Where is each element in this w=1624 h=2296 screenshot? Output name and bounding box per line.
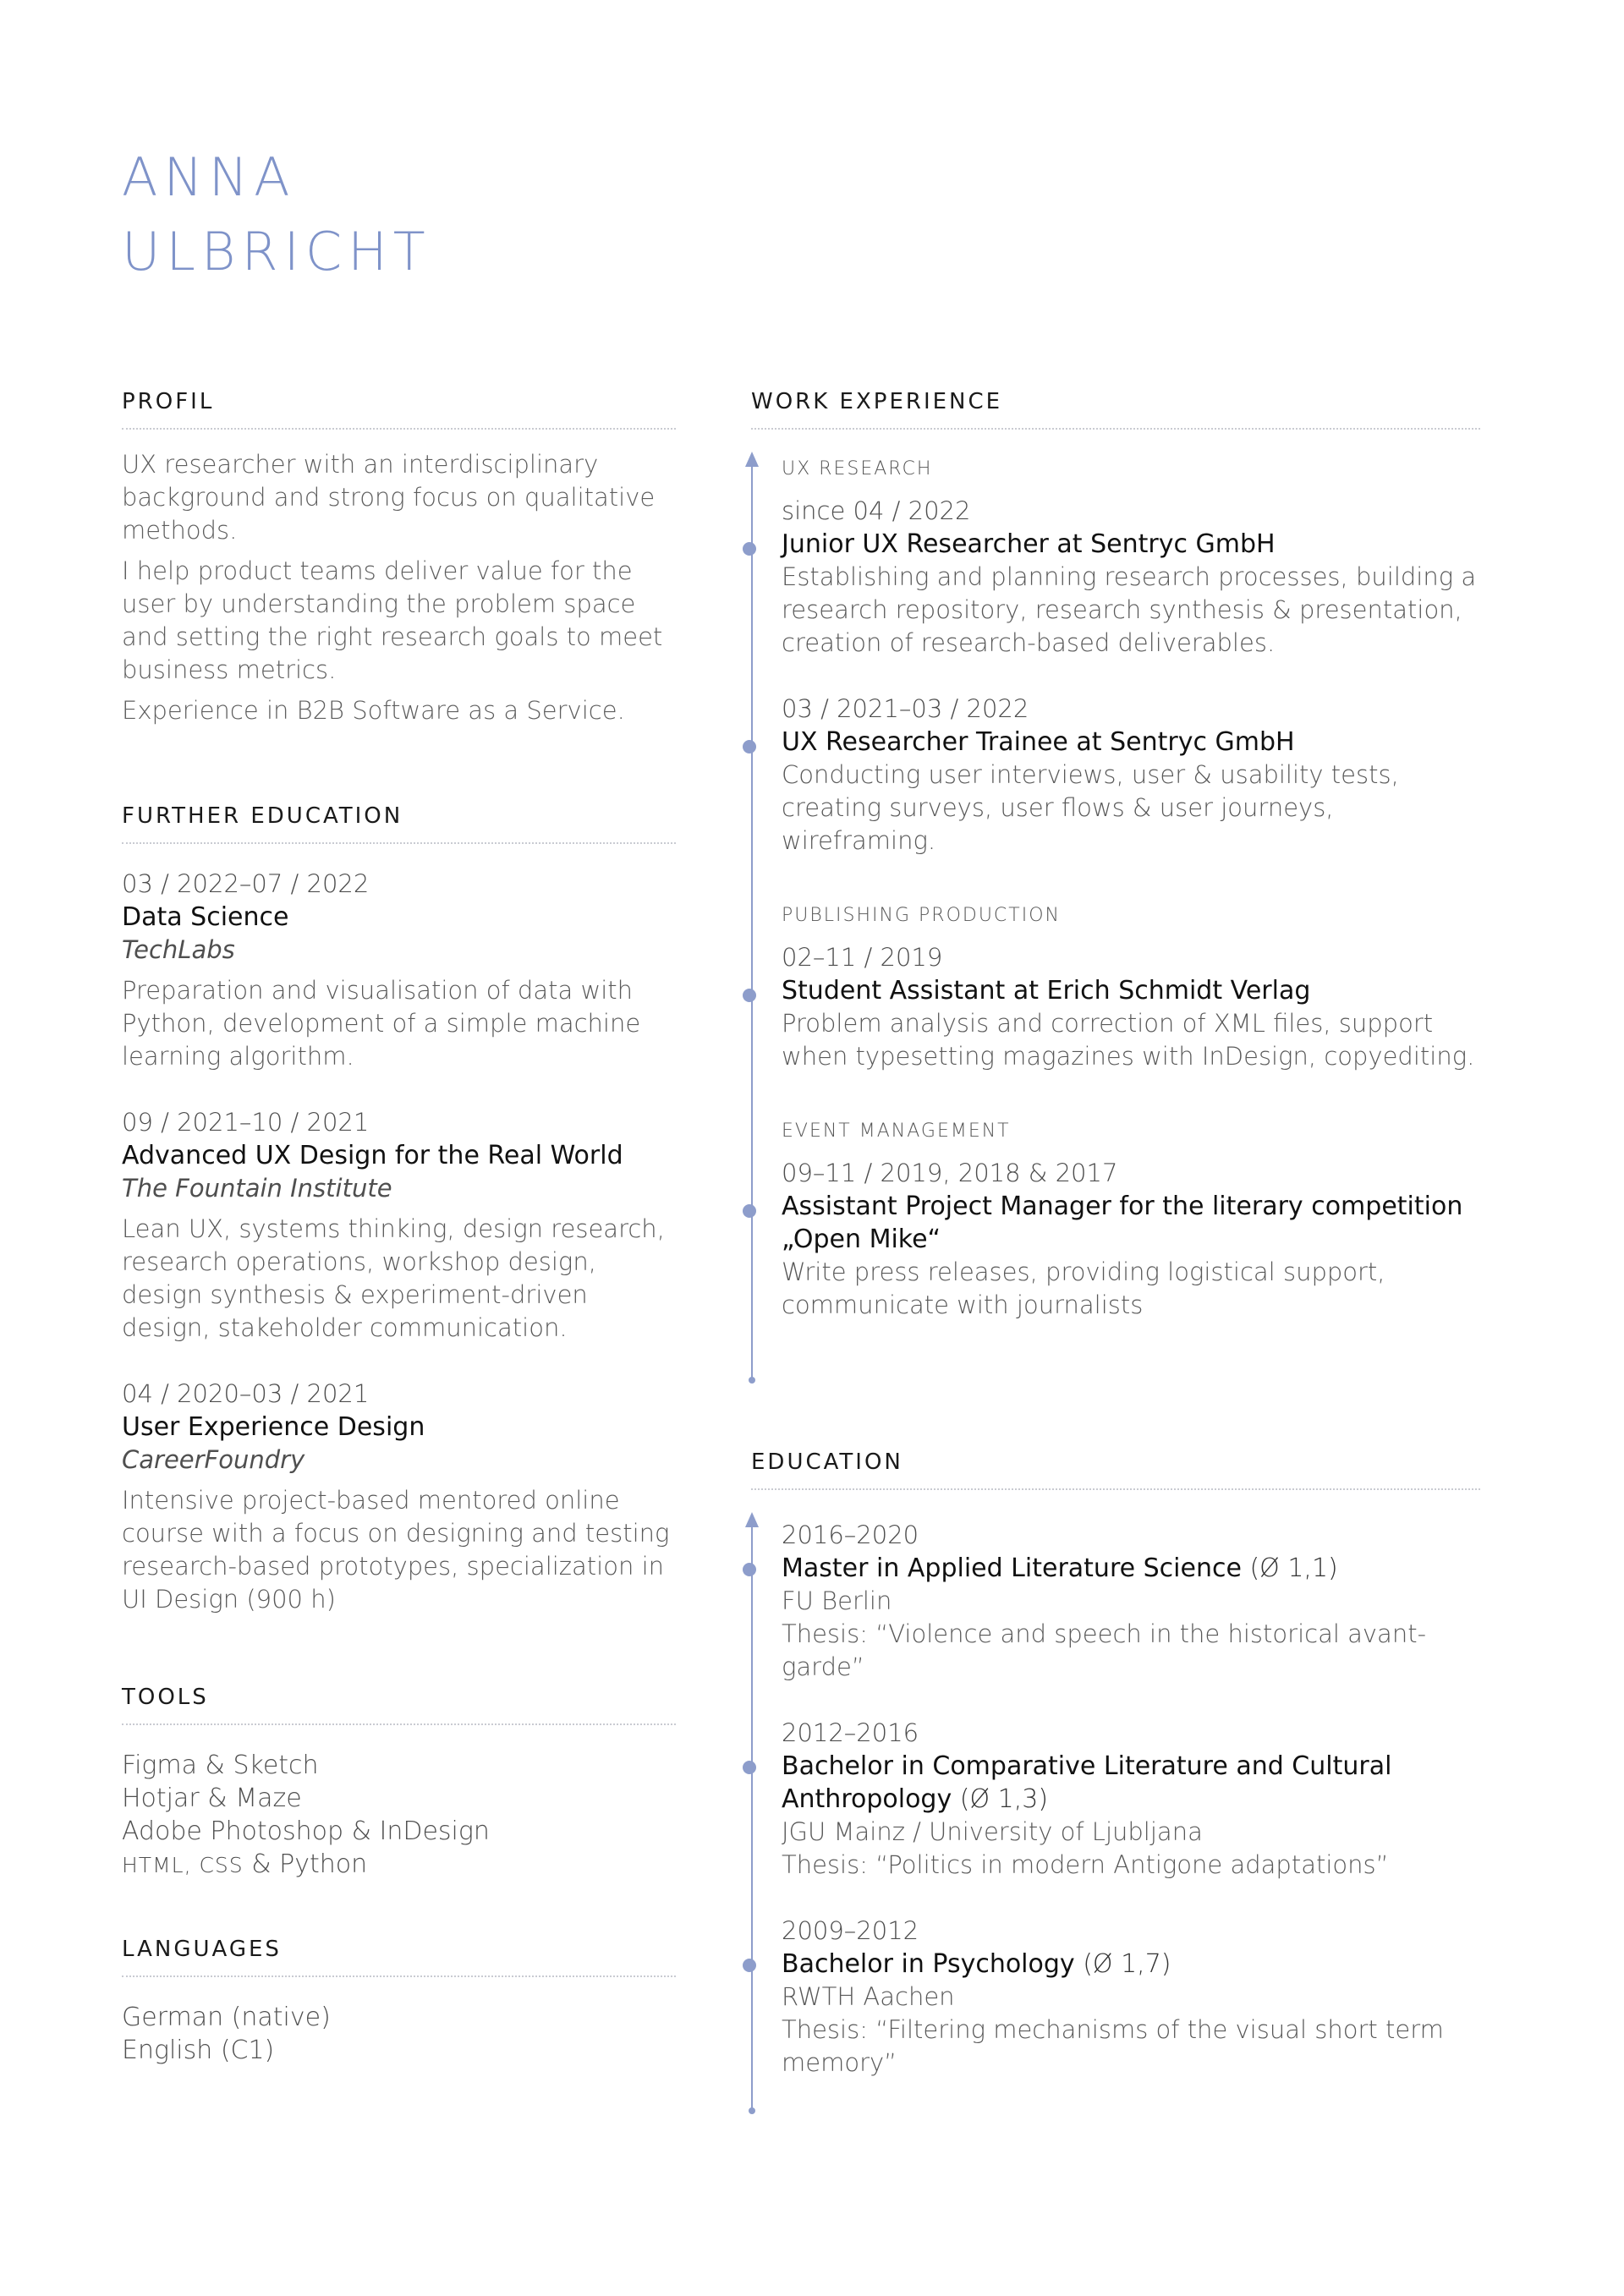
entry-date: 02–11 / 2019	[782, 943, 943, 972]
profile-paragraph: Experience in B2B Software as a Service.	[122, 696, 625, 725]
timeline-line	[751, 458, 753, 1380]
degree-grade: (Ø 1,3)	[959, 1784, 1049, 1814]
entry-date: 09 / 2021–10 / 2021	[122, 1108, 370, 1137]
tool-abbr: HTML, CSS	[122, 1853, 244, 1877]
profile-heading: PROFIL	[122, 389, 676, 430]
timeline-dot-icon	[743, 1204, 756, 1218]
work-experience-heading: WORK EXPERIENCE	[751, 389, 1480, 430]
entry-title: Assistant Project Manager for the literary competition „Open Mike“	[782, 1192, 1463, 1254]
timeline-dot-icon	[743, 1761, 756, 1774]
work-experience-section	[751, 389, 1480, 1322]
work-category: EVENT MANAGEMENT	[782, 1121, 1011, 1142]
entry-institution: RWTH Aachen	[782, 1982, 955, 2011]
degree-title: Bachelor in Psychology	[782, 1949, 1075, 1979]
work-entry	[782, 495, 1480, 660]
further-education-entry	[122, 1106, 676, 1345]
entry-description: Establishing and planning research processes, building a research repository, research synthesis & presentation, creation of research-based deliverables.	[782, 562, 1477, 657]
degree-grade: (Ø 1,1)	[1249, 1553, 1338, 1583]
entry-description: Conducting user interviews, user & usability tests, creating surveys, user flows & user journeys, wireframing.	[782, 760, 1399, 855]
entry-date: 2012–2016	[782, 1718, 919, 1747]
timeline-line	[751, 1519, 753, 2111]
tools-heading: TOOLS	[122, 1685, 676, 1725]
education-heading: EDUCATION	[751, 1449, 1480, 1490]
entry-title: Student Assistant at Erich Schmidt Verlag	[782, 976, 1311, 1006]
entry-title	[782, 1750, 1480, 1816]
entry-date: 03 / 2022–07 / 2022	[122, 869, 370, 898]
work-category: UX RESEARCH	[782, 458, 933, 479]
education-entry	[782, 1519, 1480, 1684]
tool-item	[122, 1848, 676, 1882]
timeline-dot-icon	[743, 1959, 756, 1972]
timeline-end-dot	[749, 2107, 755, 2114]
work-entry	[782, 941, 1480, 1073]
entry-date: 09–11 / 2019, 2018 & 2017	[782, 1159, 1118, 1187]
entry-description: Problem analysis and correction of XML files, support when typesetting magazines with InDesign, copyediting.	[782, 1009, 1475, 1071]
degree-grade: (Ø 1,7)	[1083, 1949, 1171, 1979]
further-education-section	[122, 803, 676, 1649]
entry-description: Intensive project-based mentored online course with a focus on designing and testing research-based prototypes, specialization in UI Design (900 h)	[122, 1486, 670, 1614]
work-entry	[782, 1157, 1480, 1322]
first-name: ANNA	[122, 146, 296, 208]
timeline-arrow-icon	[745, 1512, 759, 1527]
work-category: PUBLISHING PRODUCTION	[782, 905, 1061, 926]
tool-item: Hotjar & Maze	[122, 1784, 302, 1813]
entry-description: Write press releases, providing logistical support, communicate with journalists	[782, 1258, 1385, 1319]
tool-rest: & Python	[243, 1849, 368, 1879]
entry-title: User Experience Design	[122, 1412, 425, 1442]
profile-section	[122, 389, 676, 735]
further-education-entry	[122, 1378, 676, 1616]
entry-date: 04 / 2020–03 / 2021	[122, 1379, 370, 1408]
entry-date: since 04 / 2022	[782, 496, 971, 525]
last-name: ULBRICHT	[122, 221, 431, 282]
entry-date: 2009–2012	[782, 1916, 919, 1945]
entry-thesis: Thesis: “Filtering mechanisms of the visual short term memory”	[782, 2015, 1444, 2077]
entry-date: 03 / 2021–03 / 2022	[782, 694, 1029, 723]
degree-title: Master in Applied Literature Science	[782, 1553, 1242, 1583]
entry-thesis: Thesis: “Politics in modern Antigone adaptations”	[782, 1850, 1389, 1879]
further-education-heading: FURTHER EDUCATION	[122, 803, 676, 844]
education-entry	[782, 1915, 1480, 2080]
entry-title	[782, 1948, 1480, 1981]
timeline-end-dot	[749, 1377, 755, 1384]
degree-title: Bachelor in Comparative Literature and Cultural Anthropology	[782, 1751, 1392, 1814]
language-item: English (C1)	[122, 2036, 275, 2065]
further-education-entry	[122, 868, 676, 1073]
entry-description: Lean UX, systems thinking, design research, research operations, workshop design, design synthesis & experiment-driven design, stakeholder communication.	[122, 1214, 665, 1342]
entry-title: Data Science	[122, 902, 289, 932]
tool-item: Adobe Photoshop & InDesign	[122, 1817, 490, 1846]
timeline-dot-icon	[743, 542, 756, 556]
entry-institution: JGU Mainz / University of Ljubljana	[782, 1817, 1203, 1846]
person-name	[122, 140, 431, 289]
education-entry	[782, 1717, 1480, 1882]
entry-description: Preparation and visualisation of data with Python, development of a simple machine learning algorithm.	[122, 976, 641, 1071]
entry-title: Advanced UX Design for the Real World	[122, 1141, 623, 1170]
profile-paragraph: UX researcher with an interdisciplinary background and strong focus on qualitative methods.	[122, 450, 656, 545]
entry-institution: CareerFoundry	[122, 1445, 305, 1474]
entry-institution: FU Berlin	[782, 1586, 892, 1615]
profile-paragraph: I help product teams deliver value for the user by understanding the problem space and setting the right research goals to meet business metrics.	[122, 556, 663, 684]
timeline-arrow-icon	[745, 452, 759, 467]
entry-institution: TechLabs	[122, 935, 235, 964]
timeline-dot-icon	[743, 740, 756, 753]
timeline-dot-icon	[743, 1563, 756, 1576]
education-section	[751, 1449, 1480, 2080]
work-entry	[782, 693, 1480, 858]
entry-title	[782, 1552, 1480, 1585]
tool-item: Figma & Sketch	[122, 1751, 319, 1780]
education-timeline	[751, 1519, 1480, 2080]
work-timeline	[751, 458, 1480, 1322]
entry-date: 2016–2020	[782, 1521, 919, 1549]
entry-thesis: Thesis: “Violence and speech in the historical avant-garde”	[782, 1619, 1427, 1681]
tools-section	[122, 1685, 676, 1882]
languages-heading: LANGUAGES	[122, 1937, 676, 1977]
timeline-dot-icon	[743, 989, 756, 1002]
language-item: German (native)	[122, 2003, 331, 2032]
entry-title: UX Researcher Trainee at Sentryc GmbH	[782, 727, 1295, 757]
languages-section	[122, 1937, 676, 2067]
entry-title: Junior UX Researcher at Sentryc GmbH	[782, 529, 1276, 559]
entry-institution: The Fountain Institute	[122, 1174, 392, 1203]
